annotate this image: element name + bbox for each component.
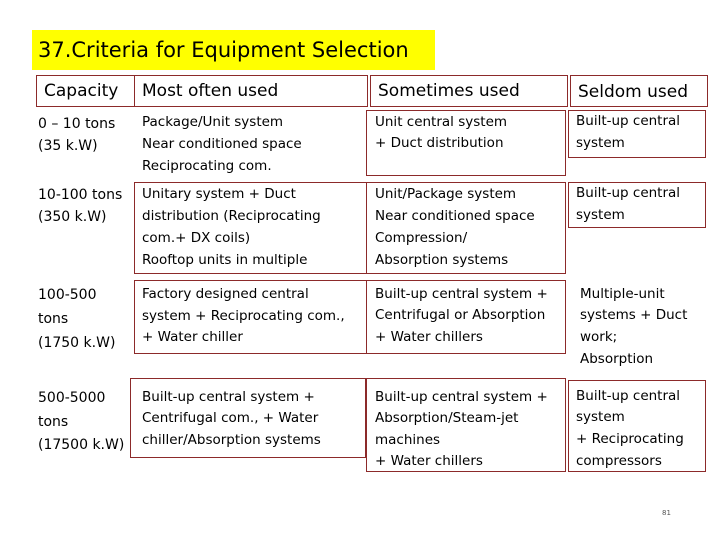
header-capacity: Capacity	[44, 81, 119, 101]
row3-seldom-line4: Absorption	[580, 351, 654, 367]
row1-sometimes-line2: + Duct distribution	[375, 135, 504, 151]
row4-most-line3: chiller/Absorption systems	[142, 432, 321, 448]
row2-sometimes-line1: Unit/Package system	[375, 186, 517, 202]
row2-seldom-line1: Built-up central	[576, 185, 681, 201]
row3-capacity-line2: tons	[38, 311, 69, 327]
row1-capacity-line2: (35 k.W)	[38, 138, 98, 154]
row1-most-line1: Package/Unit system	[142, 114, 284, 130]
row3-most-line3: + Water chiller	[142, 329, 243, 345]
row3-sometimes-line2: Centrifugal or Absorption	[375, 307, 546, 323]
row3-seldom-line3: work;	[580, 329, 618, 345]
row3-most-line1: Factory designed central	[142, 286, 309, 302]
row2-sometimes-line3: Compression/	[375, 230, 468, 246]
row1-capacity-line1: 0 – 10 tons	[38, 116, 116, 132]
row2-most-line3: com.+ DX coils)	[142, 230, 251, 246]
row3-sometimes-line1: Built-up central system +	[375, 286, 548, 302]
row3-seldom-line1: Multiple-unit	[580, 286, 665, 302]
row4-sometimes-line2: Absorption/Steam-jet	[375, 410, 519, 426]
row4-capacity-line3: (17500 k.W)	[38, 437, 125, 453]
row4-sometimes-line4: + Water chillers	[375, 453, 483, 469]
row3-capacity-line1: 100-500	[38, 287, 97, 303]
slide-title: 37.Criteria for Equipment Selection	[38, 38, 409, 62]
row4-most-line2: Centrifugal com., + Water	[142, 410, 319, 426]
row2-most-line1: Unitary system + Duct	[142, 186, 296, 202]
row3-most-line2: system + Reciprocating com.,	[142, 308, 345, 324]
row1-sometimes-line1: Unit central system	[375, 114, 508, 130]
row4-seldom-line2: system	[576, 409, 625, 425]
row1-most-line2: Near conditioned space	[142, 136, 302, 152]
row4-sometimes-line3: machines	[375, 432, 441, 448]
header-most-often: Most often used	[142, 81, 279, 101]
row1-seldom-line1: Built-up central	[576, 113, 681, 129]
row2-seldom-line2: system	[576, 207, 625, 223]
row4-seldom-line1: Built-up central	[576, 388, 681, 404]
row2-sometimes-line4: Absorption systems	[375, 252, 509, 268]
row2-capacity-line1: 10-100 tons	[38, 187, 123, 203]
page-number: 81	[662, 509, 671, 517]
row4-most-line1: Built-up central system +	[142, 389, 315, 405]
row4-capacity-line2: tons	[38, 414, 69, 430]
row2-most-line4: Rooftop units in multiple	[142, 252, 308, 268]
row1-seldom-line2: system	[576, 135, 625, 151]
row1-most-line3: Reciprocating com.	[142, 158, 272, 174]
row4-seldom-line4: compressors	[576, 453, 662, 469]
row4-capacity-line1: 500-5000	[38, 390, 106, 406]
header-seldom: Seldom used	[578, 82, 689, 102]
title-bar	[32, 30, 435, 70]
row3-seldom-line2: systems + Duct	[580, 307, 688, 323]
row4-seldom-line3: + Reciprocating	[576, 431, 684, 447]
header-sometimes: Sometimes used	[378, 81, 520, 101]
row3-sometimes-line3: + Water chillers	[375, 329, 483, 345]
row2-capacity-line2: (350 k.W)	[38, 209, 107, 225]
row4-sometimes-line1: Built-up central system +	[375, 389, 548, 405]
row2-most-line2: distribution (Reciprocating	[142, 208, 321, 224]
row3-capacity-line3: (1750 k.W)	[38, 335, 116, 351]
row2-sometimes-line2: Near conditioned space	[375, 208, 535, 224]
